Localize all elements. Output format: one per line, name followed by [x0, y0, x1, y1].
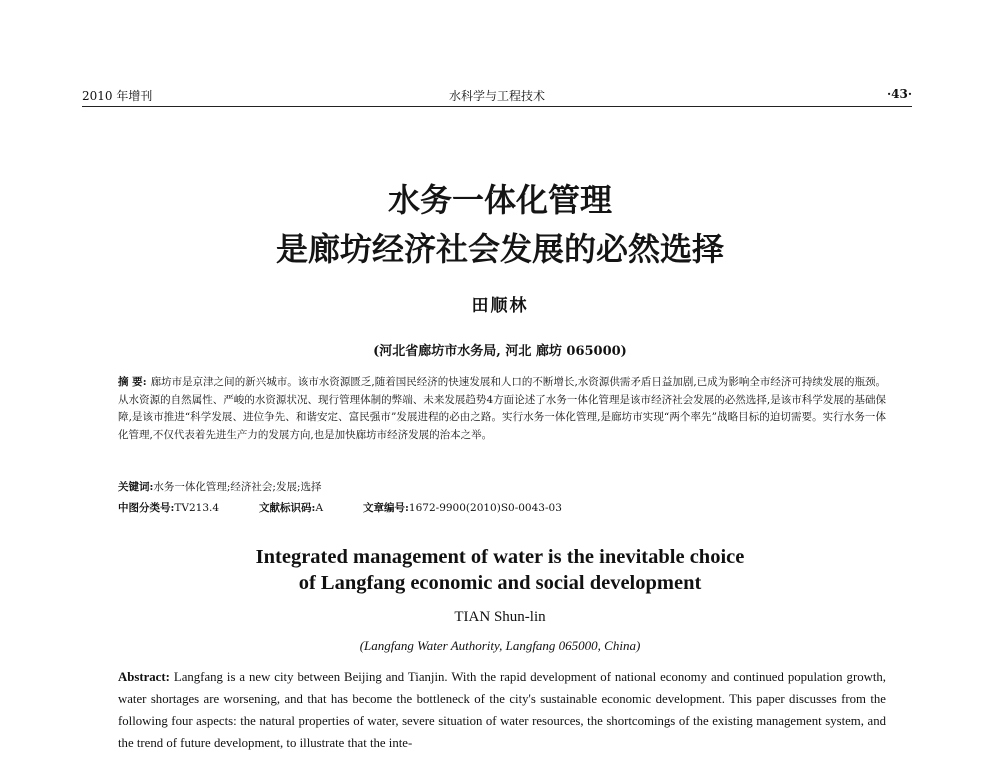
title-en-line1: Integrated management of water is the inevitable choice — [255, 546, 745, 568]
header-journal: 水科学与工程技术 — [448, 89, 545, 103]
running-header — [82, 84, 912, 107]
classification-line — [118, 500, 886, 516]
affiliation-en: (Langfang Water Authority, Langfang 065000, China) — [359, 638, 641, 653]
keywords-cn — [118, 479, 886, 495]
abstract-en — [118, 666, 886, 754]
abstract-cn — [118, 374, 886, 444]
title-cn-line2: 是廊坊经济社会发展的必然选择 — [275, 230, 724, 268]
abstract-cn-label: 摘 要: — [118, 376, 147, 388]
abstract-en-label: Abstract: — [118, 670, 170, 684]
abstract-en-text: Langfang is a new city between Beijing and Tianjin. With the rapid development of national economy and continued population growth, water shortages are worsening, and that has become the bottleneck of the city's sustainable economic development. This paper discusses from the following four aspects: the natural properties of water, severe situation of water resources, the shortcomings of the existing management system, and the trend of future development, to illustrate that the inte- — [118, 670, 886, 750]
clc-value: TV213.4 — [174, 502, 220, 514]
article-number-value: 1672-9900(2010)S0-0043-03 — [408, 502, 562, 514]
abstract-cn-text: 廊坊市是京津之间的新兴城市。该市水资源匮乏,随着国民经济的快速发展和人口的不断增长,水资源供需矛盾日益加剧,已成为影响全市经济可持续发展的瓶颈。从水资源的自然属性、严峻的水资源状况、现行管理体制的弊端、未来发展趋势4方面论述了水务一体化管理是该市经济社会发展的必然选择,是该市科学发展的基础保障,是该市推进“科学发展、进位争先、和谐安定、富民强市”发展进程的必由之路。实行水务一体化管理,是廊坊市实现“两个率先”战略目标的迫切需要。实行水务一体化管理,不仅代表着先进生产力的发展方向,也是加快廊坊市经济发展的治本之举。 — [118, 376, 886, 441]
doc-code-value: A — [315, 502, 324, 514]
author-cn: 田顺林 — [471, 296, 529, 316]
clc-label: 中图分类号: — [118, 502, 175, 514]
header-page-number: ·43· — [886, 87, 912, 101]
title-en-line2: of Langfang economic and social development — [298, 572, 702, 594]
keywords-cn-label: 关键词: — [118, 481, 154, 493]
title-cn-line1: 水务一体化管理 — [387, 181, 612, 219]
keywords-cn-text: 水务一体化管理;经济社会;发展;选择 — [153, 481, 322, 493]
affiliation-cn: (河北省廊坊市水务局, 河北 廊坊 065000) — [373, 344, 627, 359]
author-en: TIAN Shun-lin — [454, 609, 546, 625]
article-number-label: 文章编号: — [363, 502, 409, 514]
doc-code-label: 文献标识码: — [259, 502, 316, 514]
header-issue: 2010 年增刊 — [82, 89, 153, 103]
